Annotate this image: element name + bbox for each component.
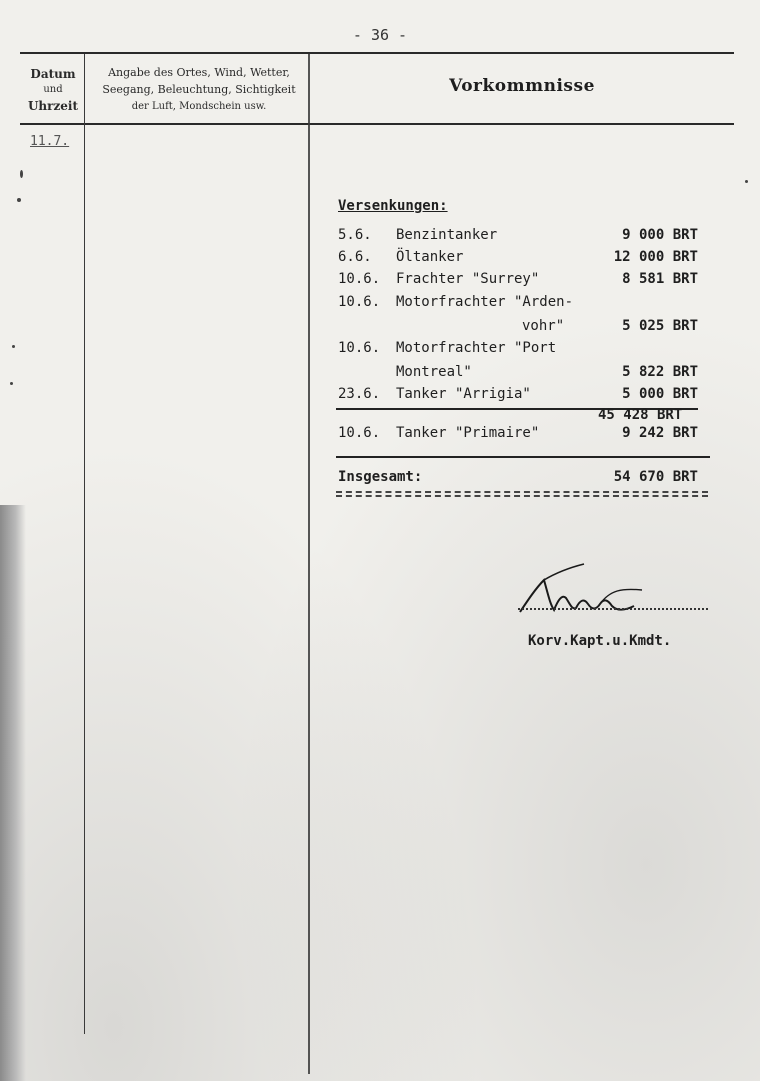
header-bottom-rule <box>20 123 734 125</box>
sinking-tonnage: 8 581 BRT <box>622 271 698 287</box>
sinking-date: 10.6. <box>338 340 381 356</box>
sinking-tonnage: 12 000 BRT <box>613 249 698 265</box>
sinking-ship-continued: Montreal" <box>396 364 472 380</box>
total-rule <box>336 456 710 458</box>
sinking-tonnage: 5 000 BRT <box>622 386 698 402</box>
column-header-datum <box>22 66 84 114</box>
sinking-ship: Öltanker <box>396 249 464 265</box>
sinking-ship: Benzintanker <box>396 227 498 243</box>
total-value: 54 670 BRT <box>613 469 698 485</box>
sinking-date: 10.6. <box>338 294 381 310</box>
column-header-angabe <box>88 64 310 115</box>
sinking-ship: Tanker "Arrigia" <box>396 386 531 402</box>
signature <box>514 560 654 620</box>
sinking-row <box>338 386 698 408</box>
sinking-ship: Motorfrachter "Arden- <box>396 294 574 310</box>
sinking-tonnage: 9 242 BRT <box>622 425 698 441</box>
sinking-row <box>338 340 698 384</box>
column-divider-angabe <box>308 54 310 1074</box>
header-datum-label: Datum <box>30 67 76 81</box>
header-angabe-line1: Angabe des Ortes, Wind, Wetter, <box>108 66 290 79</box>
sinking-date: 10.6. <box>338 271 381 287</box>
sinking-ship: Frachter "Surrey" <box>396 271 540 287</box>
signature-line <box>518 608 708 610</box>
sinking-ship: Tanker "Primaire" <box>396 425 540 441</box>
sinking-tonnage: 9 000 BRT <box>622 227 698 243</box>
header-angabe-line2: Seegang, Beleuchtung, Sichtigkeit <box>102 83 296 96</box>
sinking-row <box>338 294 698 338</box>
sinking-tonnage: 5 822 BRT <box>622 364 698 380</box>
sinking-tonnage: 5 025 BRT <box>622 318 698 334</box>
sinking-row <box>338 249 698 271</box>
scan-shadow <box>0 505 26 1081</box>
double-underline <box>336 491 708 497</box>
page-number: - 36 - <box>352 26 408 44</box>
header-top-rule <box>20 52 734 54</box>
column-divider-datum <box>84 54 85 1034</box>
sinkings-heading: Versenkungen: <box>338 198 448 214</box>
speck <box>745 180 748 183</box>
sinking-ship: Motorfrachter "Port <box>396 340 557 356</box>
header-uhrzeit-label: Uhrzeit <box>27 99 79 113</box>
sinking-date: 23.6. <box>338 386 381 402</box>
sinking-row <box>338 227 698 249</box>
signature-rank: Korv.Kapt.u.Kmdt. <box>528 633 672 649</box>
speck <box>12 345 15 348</box>
margin-mark <box>20 170 23 178</box>
sinking-date: 5.6. <box>338 227 372 243</box>
total-row <box>338 469 698 491</box>
entry-date: 11.7. <box>30 134 70 149</box>
margin-mark <box>17 198 21 202</box>
header-angabe-line3: der Luft, Mondschein usw. <box>131 101 267 112</box>
speck <box>10 382 13 385</box>
subtotal: 45 428 BRT <box>598 407 683 423</box>
sinking-date: 10.6. <box>338 425 381 441</box>
sinking-row-extra <box>338 425 698 447</box>
column-header-vorkommnisse: Vorkommnisse <box>449 76 595 96</box>
sinking-date: 6.6. <box>338 249 372 265</box>
sinking-ship-continued: vohr" <box>522 318 565 334</box>
sinking-row <box>338 271 698 293</box>
total-label: Insgesamt: <box>338 469 423 485</box>
header-und-label: und <box>43 84 63 95</box>
